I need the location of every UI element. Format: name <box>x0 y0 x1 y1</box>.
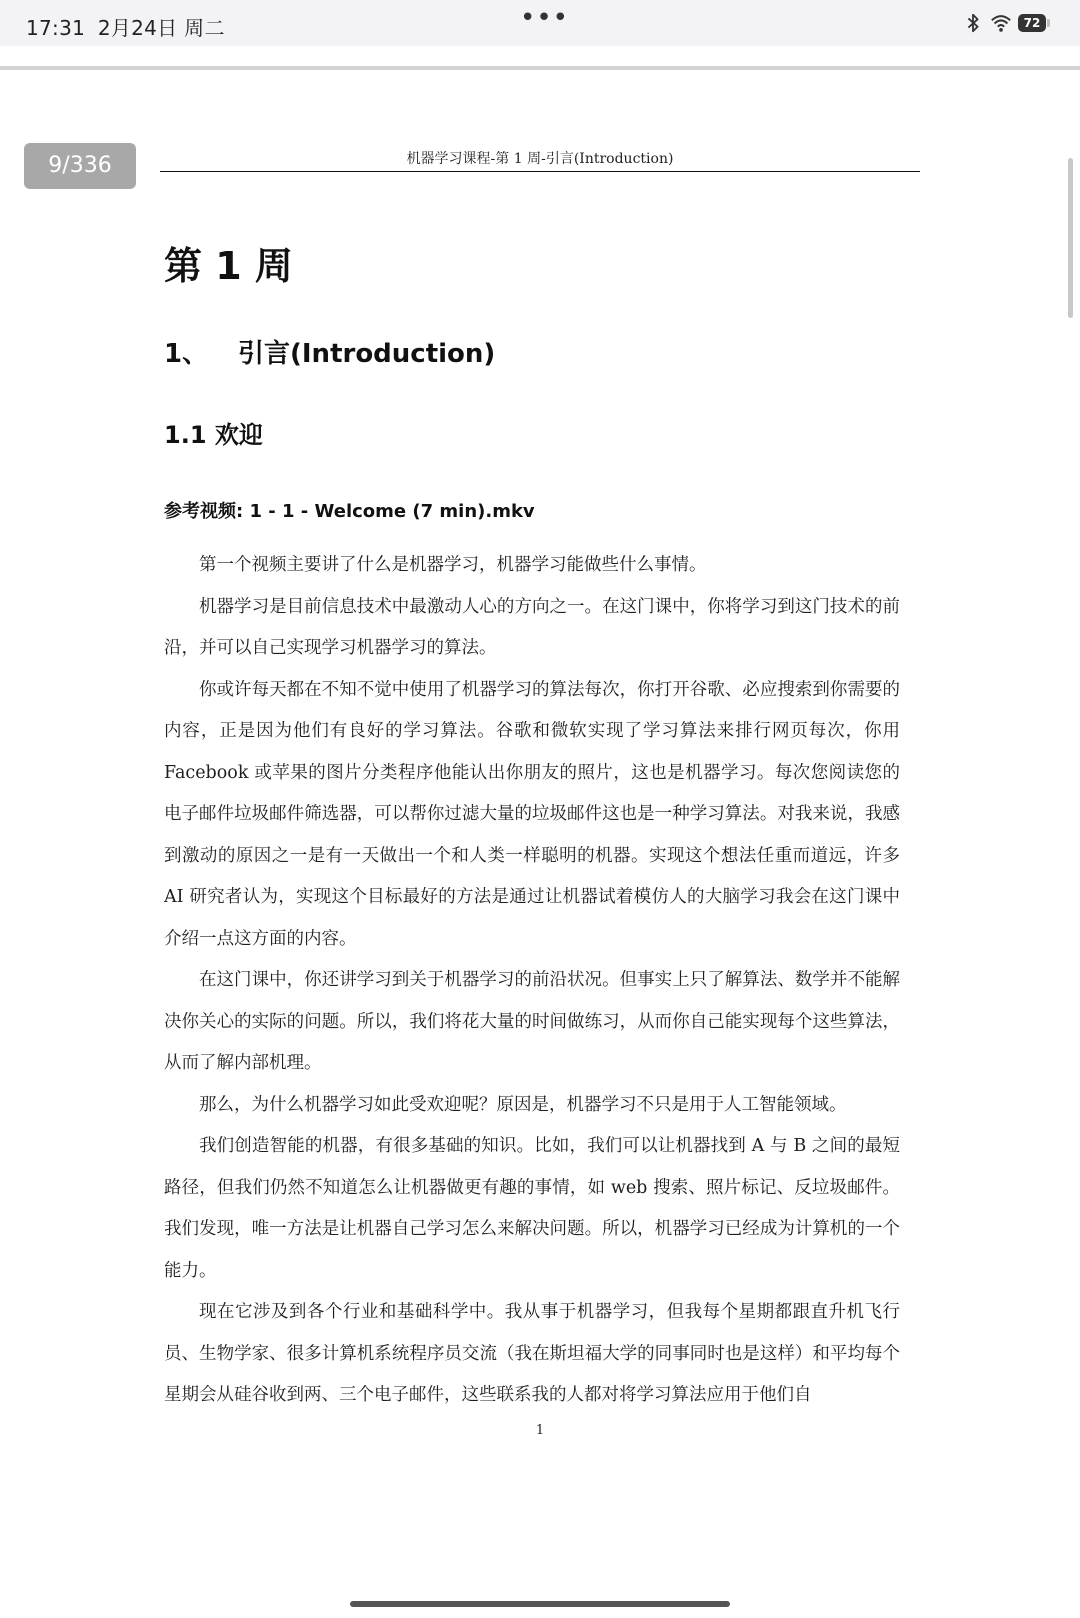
paragraph: 在这门课中，你还讲学习到关于机器学习的前沿状况。但事实上只了解算法、数学并不能解决你关心的实际的问题。所以，我们将花大量的时间做练习，从而你自己能实现每个这些算法，从而了解内部机理。 <box>164 970 900 1073</box>
paragraph: 那么，为什么机器学习如此受欢迎呢？原因是，机器学习不只是用于人工智能领域。 <box>199 1094 847 1115</box>
body-text <box>164 545 900 1417</box>
wifi-icon <box>990 12 1012 34</box>
reader-toolbar-divider <box>0 46 1080 70</box>
paragraph: 机器学习是目前信息技术中最激动人心的方向之一。在这门课中，你将学习到这门技术的前沿，并可以自己实现学习机器学习的算法。 <box>164 596 900 658</box>
paragraph: 现在它涉及到各个行业和基础科学中。我从事于机器学习，但我每个星期都跟直升机飞行员、生物学家、很多计算机系统程序员交流（我在斯坦福大学的同事同时也是这样）和平均每个星期会从硅谷收到两、三个电子邮件，这些联系我的人都对将学习算法应用于他们自 <box>164 1302 900 1405</box>
status-icons <box>962 12 1046 34</box>
home-indicator-bar[interactable] <box>350 1601 730 1607</box>
bluetooth-icon <box>962 12 984 34</box>
chapter-title: 引言(Introduction) <box>238 339 496 369</box>
chapter-number: 1、 <box>164 339 209 369</box>
running-header: 机器学习课程-第 1 周-引言(Introduction) <box>160 148 920 172</box>
more-options-dots[interactable]: ••• <box>520 3 570 33</box>
section-title: 1.1 欢迎 <box>164 421 263 449</box>
battery-icon: 72 <box>1018 14 1046 32</box>
paragraph: 第一个视频主要讲了什么是机器学习，机器学习能做些什么事情。 <box>199 555 707 575</box>
week-title: 第 1 周 <box>164 244 293 288</box>
reference-video: 参考视频: 1 - 1 - Welcome (7 min).mkv <box>164 501 535 522</box>
page-indicator[interactable]: 9/336 <box>24 143 136 189</box>
page-number: 1 <box>535 1423 545 1438</box>
scrollbar-thumb[interactable] <box>1068 158 1073 318</box>
clock-date: 2月24日 周二 <box>97 16 225 40</box>
status-time <box>26 12 225 41</box>
paragraph: 你或许每天都在不知不觉中使用了机器学习的算法每次，你打开谷歌、必应搜索到你需要的内容，正是因为他们有良好的学习算法。谷歌和微软实现了学习算法来排行网页每次，你用 Facebook 或苹果的图片分类程序他能认出你朋友的照片，这也是机器学习。每次您阅读您的电子邮件垃圾邮件筛选器，可以帮你过滤大量的垃圾邮件这也是一种学习算法。对我来说，我感到激动的原因之一是有一天做出一个和人类一样聪明的机器。实现这个想法任重而道远，许多 AI 研究者认为，实现这个目标最好的方法是通过让机器试着模仿人的大脑学习我会在这门课中介绍一点这方面的内容。 <box>164 679 900 949</box>
status-bar <box>0 0 1080 46</box>
chapter-heading <box>164 333 495 370</box>
paragraph: 我们创造智能的机器，有很多基础的知识。比如，我们可以让机器找到 A 与 B 之间的最短路径，但我们仍然不知道怎么让机器做更有趣的事情，如 web 搜索、照片标记、反垃圾邮件。我们发现，唯一方法是让机器自己学习怎么来解决问题。所以，机器学习已经成为计算机的一个能力。 <box>164 1136 900 1281</box>
clock-time: 17:31 <box>26 16 86 40</box>
